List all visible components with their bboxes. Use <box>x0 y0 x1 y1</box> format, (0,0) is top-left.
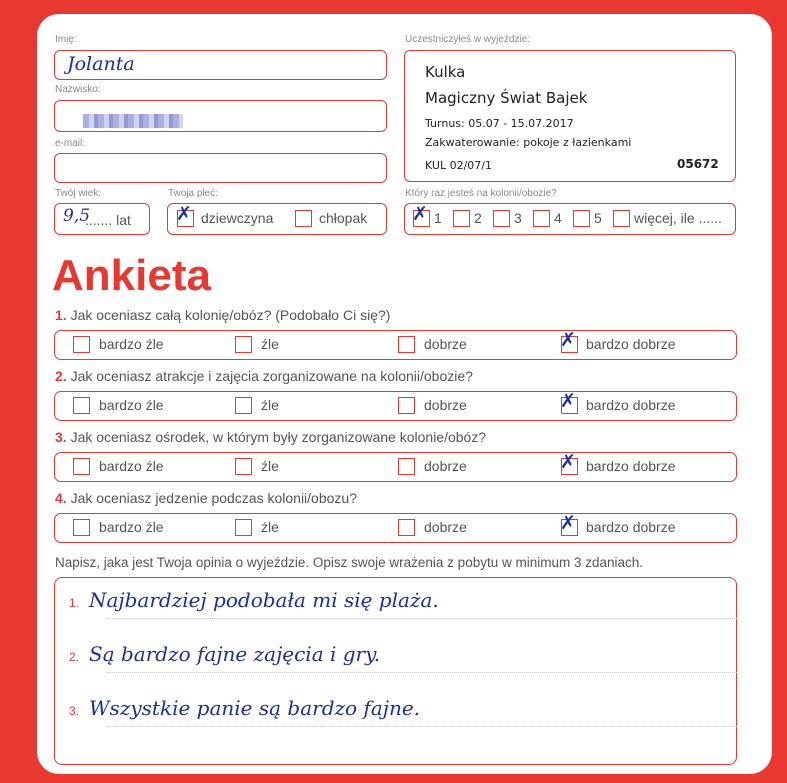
q4-bardzo-zle-label: bardzo źle <box>99 519 164 535</box>
times-option-4: 4 <box>554 210 562 226</box>
answer-3-text: Wszystkie panie są bardzo fajne. <box>89 696 421 720</box>
name-label: Imię: <box>55 34 77 45</box>
question-3-options <box>54 452 737 482</box>
gender-field <box>167 203 387 235</box>
q4-zle-checkbox[interactable] <box>235 519 252 536</box>
check-mark-icon: ✗ <box>560 451 576 473</box>
trip-lodging: Zakwaterowanie: pokoje z łazienkami <box>425 136 632 149</box>
answer-1-number: 1. <box>69 596 80 610</box>
gender-female-label: dziewczyna <box>201 210 274 226</box>
gender-male-checkbox[interactable] <box>295 210 312 227</box>
opinion-prompt: Napisz, jaka jest Twoja opinia o wyjeździe. Opisz swoje wrażenia z pobytu w minimum 3 zdaniach. <box>55 555 644 570</box>
q4-dobrze-label: dobrze <box>424 519 467 535</box>
check-mark-icon: ✗ <box>560 390 576 412</box>
times-checkbox-4[interactable] <box>533 210 550 227</box>
q3-dobrze-label: dobrze <box>424 458 467 474</box>
q4-bardzo-dobrze-label: bardzo dobrze <box>586 519 676 535</box>
q3-bardzo-dobrze-checkbox[interactable] <box>560 451 578 475</box>
trip-code: KUL 02/07/1 <box>425 159 492 172</box>
times-field <box>404 203 736 235</box>
gender-male-label: chłopak <box>319 210 368 226</box>
q3-dobrze-checkbox[interactable] <box>398 458 415 475</box>
q3-zle-checkbox[interactable] <box>235 458 252 475</box>
q1-zle-label: źle <box>261 336 279 352</box>
times-option-1: 1 <box>434 210 442 226</box>
answer-1-text: Najbardziej podobała mi się plaża. <box>89 588 439 612</box>
answer-line-2 <box>107 672 737 673</box>
answer-3-number: 3. <box>69 704 80 718</box>
email-field[interactable] <box>54 153 387 183</box>
question-4-options <box>54 513 737 543</box>
times-checkbox-2[interactable] <box>453 210 470 227</box>
q4-bardzo-dobrze-checkbox[interactable] <box>560 512 578 536</box>
page-title: Ankieta <box>52 251 211 300</box>
survey-sheet <box>37 14 772 774</box>
age-value: 9,5 <box>63 206 91 226</box>
trip-line1: Kulka <box>425 63 466 81</box>
times-checkbox-5[interactable] <box>573 210 590 227</box>
check-mark-icon: ✗ <box>176 203 192 225</box>
trip-turnus: Turnus: 05.07 - 15.07.2017 <box>425 117 574 130</box>
age-field[interactable] <box>54 203 150 235</box>
q2-bardzo-dobrze-label: bardzo dobrze <box>586 397 676 413</box>
trip-line2: Magiczny Świat Bajek <box>425 89 588 107</box>
redacted-surname <box>83 114 183 128</box>
times-checkbox-3[interactable] <box>493 210 510 227</box>
question-2-options <box>54 391 737 421</box>
q2-bardzo-zle-checkbox[interactable] <box>73 397 90 414</box>
q1-dobrze-checkbox[interactable] <box>398 336 415 353</box>
q3-zle-label: źle <box>261 458 279 474</box>
q4-bardzo-zle-checkbox[interactable] <box>73 519 90 536</box>
question-1-text: 1. Jak oceniasz całą kolonię/obóz? (Podobało Ci się?) <box>55 307 391 323</box>
q1-bardzo-zle-checkbox[interactable] <box>73 336 90 353</box>
q2-zle-label: źle <box>261 397 279 413</box>
q1-bardzo-dobrze-label: bardzo dobrze <box>586 336 676 352</box>
question-4-text: 4. Jak oceniasz jedzenie podczas kolonii/obozu? <box>55 490 357 506</box>
times-option-3: 3 <box>514 210 522 226</box>
q2-dobrze-checkbox[interactable] <box>398 397 415 414</box>
question-3-text: 3. Jak oceniasz ośrodek, w którym były zorganizowane kolonie/obóz? <box>55 429 487 445</box>
surname-field[interactable] <box>54 100 387 132</box>
question-2-text: 2. Jak oceniasz atrakcje i zajęcia zorganizowane na kolonii/obozie? <box>55 368 473 384</box>
q3-bardzo-zle-label: bardzo źle <box>99 458 164 474</box>
answer-2-text: Są bardzo fajne zajęcia i gry. <box>89 642 381 666</box>
times-option-5: 5 <box>594 210 602 226</box>
q2-zle-checkbox[interactable] <box>235 397 252 414</box>
times-option-more: więcej, ile ...... <box>634 210 722 226</box>
trip-box <box>404 50 736 182</box>
q3-bardzo-dobrze-label: bardzo dobrze <box>586 458 676 474</box>
q3-bardzo-zle-checkbox[interactable] <box>73 458 90 475</box>
q2-bardzo-dobrze-checkbox[interactable] <box>560 390 578 414</box>
gender-label: Twoja płeć: <box>168 188 219 199</box>
q4-dobrze-checkbox[interactable] <box>398 519 415 536</box>
gender-female-checkbox[interactable] <box>176 203 194 227</box>
times-checkbox-more[interactable] <box>613 210 630 227</box>
name-field[interactable] <box>54 50 387 80</box>
q1-dobrze-label: dobrze <box>424 336 467 352</box>
q2-bardzo-zle-label: bardzo źle <box>99 397 164 413</box>
opinion-box[interactable] <box>54 577 737 765</box>
times-option-2: 2 <box>474 210 482 226</box>
answer-line-3 <box>107 726 737 727</box>
name-value: Jolanta <box>67 53 135 75</box>
age-unit: ....... lat <box>85 212 131 228</box>
question-1-options <box>54 330 737 360</box>
check-mark-icon: ✗ <box>412 203 428 225</box>
q2-dobrze-label: dobrze <box>424 397 467 413</box>
check-mark-icon: ✗ <box>560 329 576 351</box>
answer-2-number: 2. <box>69 650 80 664</box>
times-label: Który raz jesteś na kolonii/obozie? <box>405 188 557 199</box>
answer-line-1 <box>107 618 737 619</box>
times-checkbox-1[interactable] <box>412 203 430 227</box>
age-label: Twój wiek: <box>55 188 102 199</box>
trip-label: Uczestniczyłeś w wyjeździe: <box>405 34 531 45</box>
q1-zle-checkbox[interactable] <box>235 336 252 353</box>
q1-bardzo-dobrze-checkbox[interactable] <box>560 329 578 353</box>
surname-label: Nazwisko: <box>55 84 101 95</box>
email-label: e-mail: <box>55 138 86 149</box>
check-mark-icon: ✗ <box>560 512 576 534</box>
q4-zle-label: źle <box>261 519 279 535</box>
q1-bardzo-zle-label: bardzo źle <box>99 336 164 352</box>
trip-number: 05672 <box>677 157 719 171</box>
